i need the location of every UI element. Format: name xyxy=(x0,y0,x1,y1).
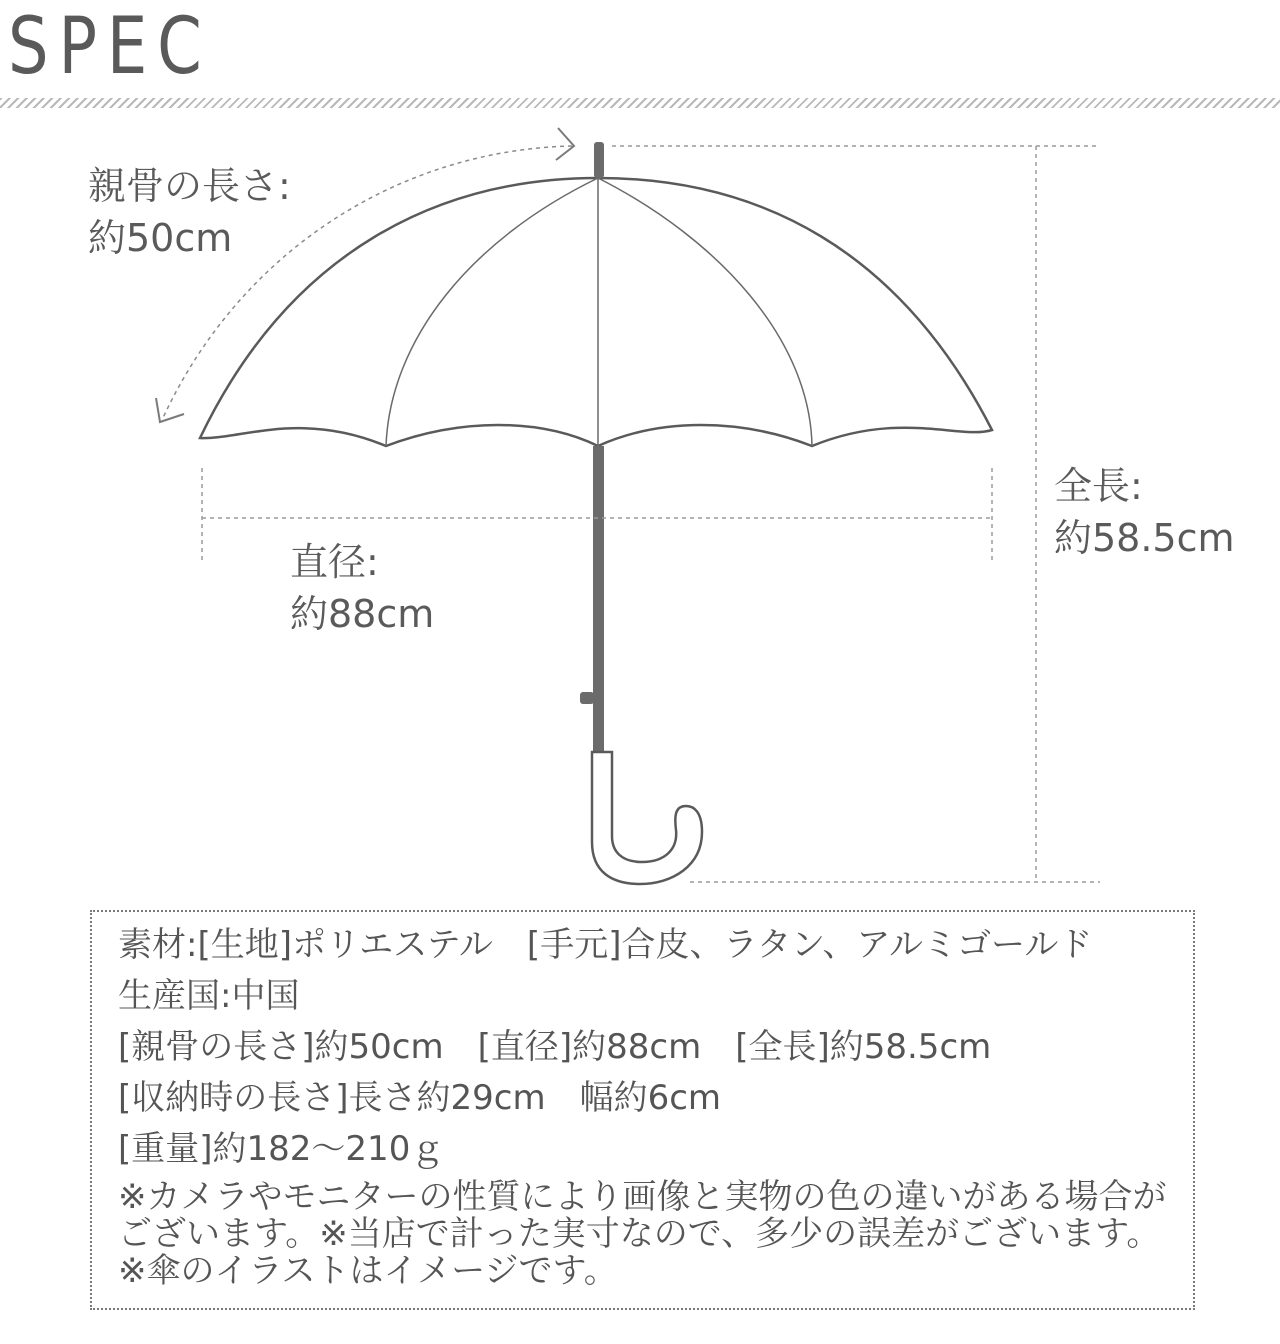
umbrella-shaft xyxy=(593,446,604,752)
umbrella-rib-right-outer xyxy=(598,178,812,446)
umbrella-tip xyxy=(594,142,604,178)
diameter-title: 直径: xyxy=(290,540,379,584)
spec-stored-size: [収納時の長さ]長さ約29cm 幅約6cm xyxy=(118,1078,722,1118)
spec-origin: 生産国:中国 xyxy=(118,976,300,1016)
total-length-label xyxy=(1054,460,1235,564)
rib-length-label xyxy=(88,160,291,264)
spec-dimensions: [親骨の長さ]約50cm [直径]約88cm [全長]約58.5cm xyxy=(118,1027,992,1067)
spec-material: 素材:[生地]ポリエステル [手元]合皮、ラタン、アルミゴールド xyxy=(118,925,1093,965)
rib-length-arrow-head-bottom xyxy=(156,398,184,422)
umbrella-rib-left-outer xyxy=(386,178,598,446)
spec-note: ※カメラやモニターの性質により画像と実物の色の違いがある場合がございます。※当店で計った実寸なので、多少の誤差がございます。※傘のイラストはイメージです。 xyxy=(118,1177,1167,1291)
diameter-label xyxy=(290,536,434,640)
spec-list xyxy=(118,920,1178,1290)
spec-weight: [重量]約182〜210ｇ xyxy=(118,1129,445,1169)
page-title: SPEC xyxy=(8,2,212,92)
rib-length-value: 約50cm xyxy=(88,216,233,260)
umbrella-button xyxy=(580,692,594,704)
total-length-title: 全長: xyxy=(1054,464,1143,508)
total-length-value: 約58.5cm xyxy=(1054,516,1235,560)
umbrella-canopy xyxy=(200,178,992,446)
rib-length-arrow-head-top xyxy=(556,128,574,160)
rib-length-title: 親骨の長さ: xyxy=(88,164,291,208)
umbrella-handle xyxy=(592,752,702,884)
diameter-value: 約88cm xyxy=(290,592,435,636)
